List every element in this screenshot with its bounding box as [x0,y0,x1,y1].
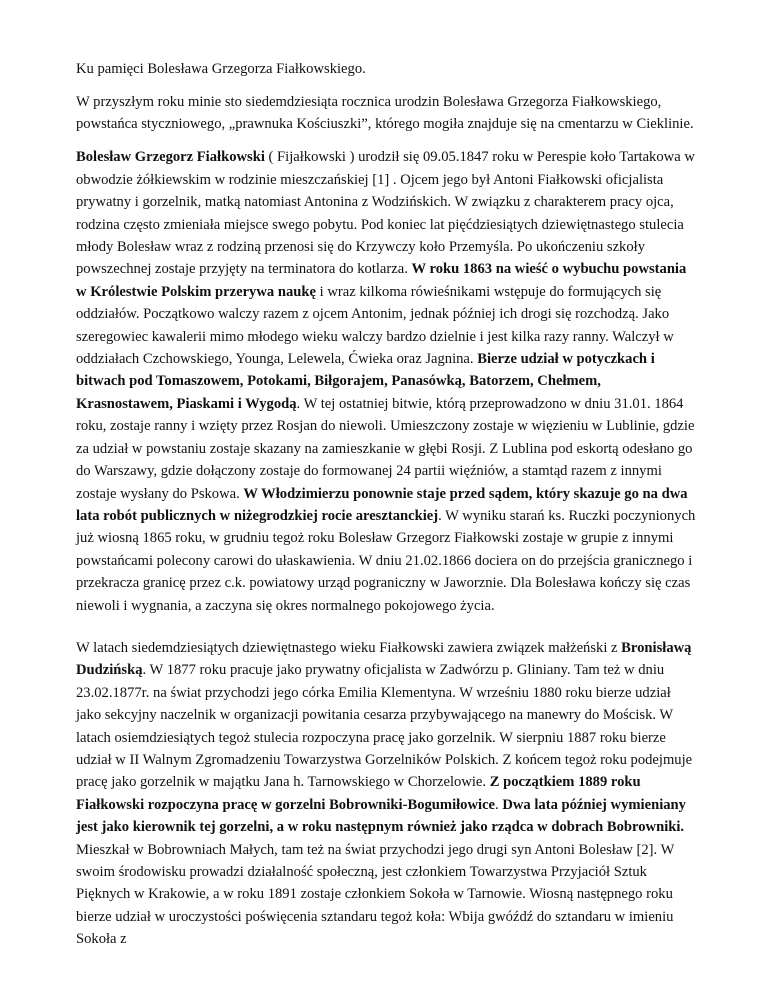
text-run: Mieszkał w Bobrowniach Małych, tam też na świat przychodzi jego drugi syn Antoni Bolesław [2]. W swoim środowisku prowadzi działalność społeczną, jest członkiem Towarzystwa Przyjaciół Sztuk Pięknych w Krakowie, a w roku 1891 zostaje członkiem Sokoła w Tarnowie. Wiosną następnego roku bierze udział w uroczystości poświęcenia sztandaru tegoż koła: Wbija gwóźdź do sztandaru w imieniu Sokoła z [76,841,675,948]
text-run: W latach siedemdziesiątych dziewiętnastego wieku Fiałkowski zawiera związek małżeński z [76,639,622,656]
bold-run: W roku 1863 na wieść o wybuchu powstania w Królestwie Polskim przerywa naukę [76,261,687,300]
document-page [76,58,698,961]
text-run: i wraz kilkoma rówieśnikami wstępuje do formujących się oddziałów. Początkowo walczy razem z ojcem Antonim, jednak później ich drogi się rozchodzą. Jako szeregowiec kawalerii mimo młodego wieku walczy bardzo dzielnie i jest kilka razy ranny. Walczył w oddziałach Czchowskiego, Younga, Lelewela, Ćwieka oraz Jagnina. [76,283,674,368]
bold-run: Bierze udział w potyczkach i bitwach pod Tomaszowem, Potokami, Biłgorajem, Panasówką, Batorzem, Chełmem, Krasnostawem, Piaskami i Wygodą [76,351,655,412]
bold-run: W Włodzimierzu ponownie staje przed sądem, który skazuje go na dwa lata robót publicznych w niżegrodzkiej rocie aresztanckiej [76,485,688,524]
bold-run: Bronisławą Dudzińską [76,639,692,679]
bold-run: Z początkiem 1889 roku Fiałkowski rozpoczyna pracę w gorzelni Bobrowniki-Bogumiłowice [76,774,641,813]
text-run: . [495,796,503,813]
biography-paragraph [76,146,698,617]
text-run: ( Fijałkowski ) urodził się 09.05.1847 roku w Perespie koło Tartakowa w obwodzie żółkiewskim w rodzinie mieszczańskiej [1] . Ojcem jego był Antoni Fiałkowski oficjalista prywatny i gorzelnik, matką natomiast Antonina z Wodzińskich. W związku z charakterem pracy ojca, rodzina często zmieniała miejsce swego pobytu. Pod koniec lat pięćdziesiątych dziewiętnastego stulecia młody Bolesław wraz z rodziną przenosi się do Krzywczy koło Przemyśla. Po ukończeniu szkoły powszechnej zostaje przyjęty na terminatora do kotlarza. [76,149,695,278]
text-run: . W wyniku starań ks. Ruczki poczynionych już wiosną 1865 roku, w grudniu tegoż roku Bolesław Grzegorz Fiałkowski zostaje w grupie z innymi powstańcami polecony carowi do ułaskawienia. W dniu 21.02.1866 dociera on do przejścia granicznego i przekracza granicę przez c.k. powiatowy urząd pograniczny w Jaworznie. Dla Bolesława kończy się czas niewoli i wygnania, a zaczyna się okres normalnego pokojowego życia. [76,507,696,614]
bold-run: Dwa lata później wymieniany jest jako kierownik tej gorzelni, a w roku następnym również jako rządca w dobrach Bobrowniki. [76,796,686,836]
text-run: . W tej ostatniej bitwie, którą przeprowadzono w dniu 31.01. 1864 roku, zostaje ranny i wzięty przez Rosjan do niewoli. Umieszczony zostaje w więzieniu w Lublinie, gdzie za udział w powstaniu zostaje skazany na zamieszkanie w głębi Rosji. Z Lublina pod eskortą odesłano go do Warszawy, gdzie dołączony zostaje do formowanej 24 partii więźniów, a stamtąd razem z innymi zostaje wysłany do Pskowa. [76,395,695,502]
document-title: Ku pamięci Bolesława Grzegorza Fiałkowskiego. [76,61,366,77]
later-life-paragraph [76,637,698,951]
intro-paragraph: W przyszłym roku minie sto siedemdziesiąta rocznica urodzin Bolesława Grzegorza Fiałkowskiego, powstańca styczniowego, „prawnuka Kościuszki”, którego mogiła znajduje się na cmentarzu w Cieklinie. [76,94,694,133]
subject-name: Bolesław Grzegorz Fiałkowski [76,149,265,166]
text-run: . W 1877 roku pracuje jako prywatny oficjalista w Zadwórzu p. Gliniany. Tam też w dniu 23.02.1877r. na świat przychodzi jego córka Emilia Klementyna. W wrześniu 1880 roku bierze udział jako sekcyjny naczelnik w organizacji powitania cesarza przybywającego na manewry do Mościsk. W latach osiemdziesiątych tegoż stulecia rozpoczyna pracę jako gorzelnik. W sierpniu 1887 roku bierze udział w II Walnym Zgromadzeniu Towarzystwa Gorzelników Polskich. Z końcem tegoż roku podejmuje pracę jako gorzelnik w majątku Jana h. Tarnowskiego w Chorzelowie. [76,662,693,791]
